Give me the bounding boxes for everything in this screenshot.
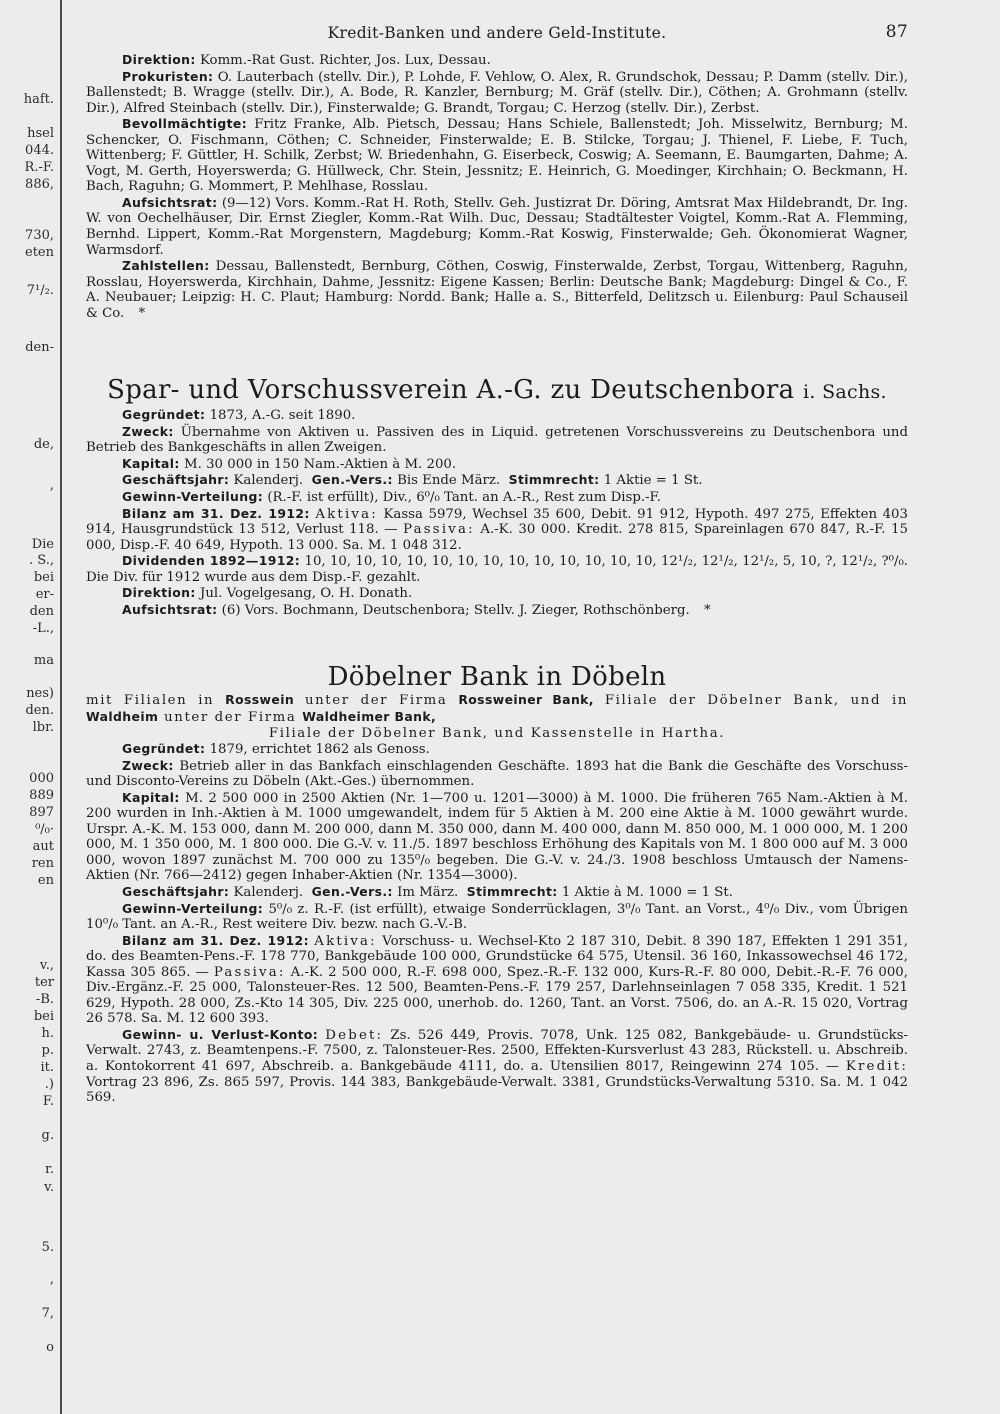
label-gegruendet: Gegründet: xyxy=(122,407,206,423)
label-kredit: Kredit: xyxy=(845,1058,909,1074)
text-debet: Zs. 526 449, Provis. 7078, Unk. 125 082, Bankgebäude- u. Grundstücks-Verwalt. 2743, z. Beamtenpens.-F. 7500, z. Talonsteuer-Res. 2500, Effekten-Kursverlust 43 283, Rückstell. u. Abschreib. a. Kontokorrent 41 697, Abschreib. a. Bankgebäude 4111, do. a. Utensilien 8017, Reingewinn 274 105. — xyxy=(86,1027,909,1074)
margin-fragment: den. xyxy=(25,703,54,718)
margin-fragment: Die xyxy=(31,537,54,552)
text-prokuristen: O. Lauterbach (stellv. Dir.), P. Lohde, F. Vehlow, O. Alex, R. Grundschok, Dessau; P. Damm (stellv. Dir.), Ballenstedt; B. Wragge (stellv. Dir.), A. Bode, R. Kanzler, Bernburg; M. Gräf (stellv. Dir.), Cöthen; A. Grohmann (stellv. Dir.), Alfred Steinbach (stellv. Dir.), Finsterwalde; G. Brandt, Torgau; C. Herzog (stellv. Dir.), Zerbst. xyxy=(86,69,908,116)
margin-fragment: 000 xyxy=(29,771,54,786)
margin-fragment: 889 xyxy=(29,788,54,803)
section-spar-vorschussverein xyxy=(86,375,908,618)
text-bilanz-passiva: A.-K. 2 500 000, R.-F. 698 000, Spez.-R.-F. 132 000, Kurs-R.-F. 80 000, Debit.-R.-F. 76 000, Div.-Ergänz.-F. 25 000, Talonsteuer-Res. 12 500, Beamten-Pens.-F. 179 257, Darlehnseinlagen 7 058 335, Kredit. 1 521 629, Hypoth. 28 000, Zs.-Kto 14 305, Div. 225 000, unerhob. do. 1260, Tant. an Vorst. 7506, do. an A.-R. 15 020, Vortrag 26 578. Sa. M. 12 600 393. xyxy=(86,964,908,1027)
label-gewinn-verteilung: Gewinn-Verteilung: xyxy=(122,900,264,916)
margin-fragment: ren xyxy=(31,856,54,871)
entry-direktion-2 xyxy=(86,585,908,602)
heading-main: Spar- und Vorschussverein A.-G. zu Deutschenbora xyxy=(107,375,795,406)
left-margin-fragments xyxy=(0,0,60,1414)
text-stimmrecht: 1 Aktie à M. 1000 = 1 St. xyxy=(561,884,733,900)
margin-fragment: p. xyxy=(41,1043,54,1058)
margin-fragment: haft. xyxy=(23,92,54,107)
intro-waldheim: Waldheim xyxy=(86,708,159,724)
page-content xyxy=(86,20,908,1106)
margin-fragment: de, xyxy=(33,437,54,452)
label-aufsichtsrat-2: Aufsichtsrat: xyxy=(122,601,218,617)
page-number: 87 xyxy=(885,22,908,42)
entry-zweck xyxy=(86,758,908,790)
label-geschaeftsjahr: Geschäftsjahr: xyxy=(122,472,230,488)
text-aufsichtsrat: (9—12) Vors. Komm.-Rat H. Roth, Stellv. Geh. Justizrat Dr. Döring, Amtsrat Max Hildebrandt, Dr. Ing. W. von Oechelhäuser, Dir. Ernst Ziegler, Komm.-Rat Wilh. Duc, Dessau; Stadtältester Voigtel, Komm.-Rat A. Flemming, Bernhd. Lippert, Komm.-Rat Morgenstern, Magdeburg; Komm.-Rat Koswig, Finsterwalde; Geh. Ökonomierat Wagner, Warmsdorf. xyxy=(86,195,908,258)
label-stimmrecht: Stimmrecht: xyxy=(508,472,600,488)
text-zweck: Betrieb aller in das Bankfach einschlagenden Geschäfte. 1893 hat die Bank die Geschäfte des Vorschuss- und Disconto-Vereins zu Döbeln (Akt.-Ges.) übernommen. xyxy=(86,758,909,790)
intro-text-5: Filiale der Döbelner Bank, und Kassenstelle in Hartha. xyxy=(268,725,726,741)
intro-rosswein: Rosswein xyxy=(225,692,295,708)
entry-gegruendet xyxy=(86,407,908,424)
entry-zahlstellen xyxy=(86,258,908,321)
label-direktion-2: Direktion: xyxy=(122,585,196,601)
text-gegruendet: 1879, errichtet 1862 als Genoss. xyxy=(209,742,430,758)
text-bilanz-aktiva: Vorschuss- u. Wechsel-Kto 2 187 310, Debit. 8 390 187, Effekten 1 291 351, do. des Beamten-Pens.-F. 178 770, Bankgebäude 100 000, Grundstücke 64 575, Utensil. 36 160, Inkassowechsel 46 172, Kassa 305 865. — xyxy=(86,933,908,980)
text-gewinn-verteilung: (R.-F. ist erfüllt), Div., 6⁰/₀ Tant. an A.-R., Rest zum Disp.-F. xyxy=(267,490,661,506)
margin-fragment: nes) xyxy=(26,686,54,701)
label-debet: Debet: xyxy=(325,1027,384,1043)
label-zweck: Zweck: xyxy=(122,423,174,439)
label-direktion: Direktion: xyxy=(122,52,196,67)
text-gewinn-verteilung: 5⁰/₀ z. R.-F. (ist erfüllt), etwaige Sonderrücklagen, 3⁰/₀ Tant. an Vorst., 4⁰/₀ Div., vom Übrigen 10⁰/₀ Tant. an A.-R., Rest weitere Div. bezw. nach G.-V.-B. xyxy=(86,901,908,933)
entry-kapital xyxy=(86,456,908,473)
text-zweck: Übernahme von Aktiven u. Passiven des in Liquid. getretenen Vorschussvereins zu Deutschenbora und Betrieb des Bankgeschäfts in allen Zweigen. xyxy=(86,424,908,456)
entry-geschaeftsjahr xyxy=(86,884,908,901)
text-direktion: Komm.-Rat Gust. Richter, Jos. Lux, Dessau. xyxy=(199,53,491,68)
text-geschaeftsjahr: Kalenderj. xyxy=(233,884,304,900)
text-kapital: M. 30 000 in 150 Nam.-Aktien à M. 200. xyxy=(184,456,457,472)
margin-fragment: bei xyxy=(33,570,54,585)
text-gen-vers: Bis Ende März. xyxy=(397,473,501,489)
margin-fragment: -L., xyxy=(32,621,54,636)
label-geschaeftsjahr: Geschäftsjahr: xyxy=(122,883,230,899)
margin-fragment: , xyxy=(49,478,54,493)
entry-geschaeftsjahr xyxy=(86,472,908,489)
margin-fragment: ⁰/₀· xyxy=(35,822,54,837)
intro-text-1: mit Filialen in xyxy=(86,693,215,709)
margin-fragment: 730, xyxy=(25,228,54,243)
label-aktiva: Aktiva: xyxy=(314,933,377,949)
text-gegruendet: 1873, A.-G. seit 1890. xyxy=(209,408,356,424)
text-zahlstellen: Dessau, Ballenstedt, Bernburg, Cöthen, Coswig, Finsterwalde, Zerbst, Torgau, Wittenberg, Raguhn, Rosslau, Hoyerswerda, Kirchhain, Dahme, Jessnitz: Eigene Kassen; Berlin: Deutsche Bank; Magdeburg: Dingel & Co., F. A. Neubauer; Leipzig: H. C. Plaut; Hamburg: Nordd. Bank; Halle a. S., Bitterfeld, Delitzsch u. Eilenburg: Paul Schauseil & Co. xyxy=(86,259,908,321)
intro-waldheimer-bank: Waldheimer Bank, xyxy=(302,708,437,724)
label-zahlstellen: Zahlstellen: xyxy=(122,258,210,274)
label-prokuristen: Prokuristen: xyxy=(122,68,214,84)
label-kapital: Kapital: xyxy=(122,789,180,805)
margin-fragment: aut xyxy=(32,839,54,854)
text-kredit: Vortrag 23 896, Zs. 865 597, Provis. 144 383, Bankgebäude-Verwalt. 3381, Grundstücks-Verwaltung 5310. Sa. M. 1 042 569. xyxy=(86,1074,908,1106)
label-gewinn-verlust: Gewinn- u. Verlust-Konto: xyxy=(122,1026,319,1042)
label-stimmrecht: Stimmrecht: xyxy=(466,883,558,899)
margin-fragment: g. xyxy=(41,1128,54,1143)
margin-fragment: bei xyxy=(33,1009,54,1024)
margin-fragment: den- xyxy=(25,340,54,355)
entry-bevollmaechtigte xyxy=(86,116,908,195)
heading-suffix: i. Sachs. xyxy=(803,381,887,404)
label-passiva: Passiva: xyxy=(403,522,475,538)
entry-bilanz xyxy=(86,933,908,1027)
margin-fragment: 886, xyxy=(25,177,54,192)
label-dividenden: Dividenden 1892—1912: xyxy=(122,553,301,569)
label-kapital: Kapital: xyxy=(122,455,180,471)
label-gen-vers: Gen.-Vers.: xyxy=(311,472,393,488)
margin-fragment: . S., xyxy=(29,553,54,568)
entry-gewinn-verteilung xyxy=(86,901,908,933)
entry-gewinn-verlust xyxy=(86,1027,908,1106)
entry-intro xyxy=(86,692,908,725)
entry-prokuristen xyxy=(86,69,908,117)
label-gen-vers: Gen.-Vers.: xyxy=(311,883,393,899)
page-title: Kredit-Banken und andere Geld-Institute. xyxy=(327,24,667,42)
entry-gewinn-verteilung xyxy=(86,489,908,506)
entry-kapital xyxy=(86,790,908,884)
end-asterisk: * xyxy=(703,602,711,618)
margin-fragment: er- xyxy=(35,587,54,602)
margin-fragment: lbr. xyxy=(32,720,54,735)
margin-fragment: 044. xyxy=(25,143,54,158)
entry-dividenden xyxy=(86,553,908,585)
margin-fragment: v. xyxy=(44,1180,54,1195)
label-passiva: Passiva: xyxy=(213,964,286,980)
section-previous-bank xyxy=(86,52,908,321)
entry-aufsichtsrat xyxy=(86,195,908,258)
section-heading: Döbelner Bank in Döbeln xyxy=(327,662,667,693)
running-head xyxy=(86,20,908,52)
section-heading xyxy=(86,375,908,407)
text-gen-vers: Im März. xyxy=(397,884,459,900)
margin-fragment: v., xyxy=(39,958,54,973)
section-doebelner-bank xyxy=(86,662,908,1105)
text-stimmrecht: 1 Aktie = 1 St. xyxy=(603,473,703,489)
margin-fragment: .) xyxy=(44,1077,54,1092)
margin-fragment: 7, xyxy=(41,1306,54,1321)
text-bilanz-passiva: A.-K. 30 000. Kredit. 278 815, Spareinlagen 670 847, R.-F. 15 000, Disp.-F. 40 649, Hypoth. 13 000. Sa. M. 1 048 312. xyxy=(86,522,908,553)
label-aktiva: Aktiva: xyxy=(315,506,378,522)
text-geschaeftsjahr: Kalenderj. xyxy=(233,473,304,489)
entry-bilanz xyxy=(86,506,908,554)
margin-fragment: r. xyxy=(45,1162,54,1177)
entry-aufsichtsrat-2 xyxy=(86,602,908,619)
label-zweck: Zweck: xyxy=(122,757,174,773)
end-asterisk: * xyxy=(138,305,146,321)
margin-fragment: R.-F. xyxy=(24,160,54,175)
margin-fragment: 7¹/₂. xyxy=(26,283,54,298)
entry-gegruendet xyxy=(86,741,908,758)
margin-fragment: en xyxy=(37,873,54,888)
label-bilanz: Bilanz am 31. Dez. 1912: xyxy=(122,505,310,521)
intro-text-3: Filiale der Döbelner Bank, und in xyxy=(604,693,909,709)
margin-fragment: 897 xyxy=(29,805,54,820)
margin-fragment: eten xyxy=(25,245,54,260)
margin-fragment: ma xyxy=(33,653,54,668)
margin-fragment: ter xyxy=(34,975,54,990)
label-gewinn-verteilung: Gewinn-Verteilung: xyxy=(122,489,264,505)
text-bevollmaechtigte: Fritz Franke, Alb. Pietsch, Dessau; Hans Schiele, Ballenstedt; Joh. Misselwitz, Bernburg; M. Schencker, O. Fischmann, Cöthen; C. Schneider, Finsterwalde; E. B. Stilcke, Torgau; J. Thienel, F. Liebe, F. Tuch, Wittenberg; F. Güttler, H. Schilk, Zerbst; W. Briedenhahn, G. Eiserbeck, Coswig; A. Seemann, E. Baumgarten, Dahme; A. Vogt, M. Gerth, Hoyerswerda; G. Hüllweck, Chr. Stein, Jessnitz; E. Heinrich, G. Moedinger, Kirchhain; O. Beckmann, H. Bach, Raguhn; G. Mommert, P. Mehlhase, Rosslau. xyxy=(86,117,908,195)
margin-fragment: it. xyxy=(40,1060,54,1075)
margin-fragment: hsel xyxy=(27,126,54,141)
label-bilanz: Bilanz am 31. Dez. 1912: xyxy=(122,932,309,948)
intro-text-2: unter der Firma xyxy=(304,693,448,709)
margin-fragment: o xyxy=(46,1340,54,1355)
margin-fragment: F. xyxy=(42,1094,54,1109)
margin-fragment: , xyxy=(49,1272,54,1287)
label-bevollmaechtigte: Bevollmächtigte: xyxy=(122,116,248,132)
text-bilanz-aktiva: Kassa 5979, Wechsel 35 600, Debit. 91 912, Hypoth. 497 275, Effekten 403 914, Hausgrundstück 13 512, Verlust 118. — xyxy=(86,506,908,538)
text-direktion-2: Jul. Vogelgesang, O. H. Donath. xyxy=(199,586,413,602)
text-dividenden: 10, 10, 10, 10, 10, 10, 10, 10, 10, 10, 10, 10, 10, 10, 12¹/₂, 12¹/₂, 12¹/₂, 5, 10, ?, 12¹/₂, ?⁰/₀. Die Div. für 1912 wurde aus dem Disp.-F. gezahlt. xyxy=(86,554,908,585)
margin-fragment: 5. xyxy=(41,1240,54,1255)
intro-rossweiner-bank: Rossweiner Bank, xyxy=(458,692,594,708)
label-gegruendet: Gegründet: xyxy=(122,741,206,757)
label-aufsichtsrat: Aufsichtsrat: xyxy=(122,194,218,210)
margin-fragment: h. xyxy=(41,1026,54,1041)
text-kapital: M. 2 500 000 in 2500 Aktien (Nr. 1—700 u. 1201—3000) à M. 1000. Die früheren 765 Nam.-Aktien à M. 200 wurden in Inh.-Aktien à M. 1000 umgewandelt, indem für 5 Aktien à M. 200 eine Aktie à M. 1000 gewährt wurde. Urspr. A.-K. M. 153 000, dann M. 200 000, dann M. 350 000, dann M. 400 000, dann M. 850 000, M. 1 000 000, M. 1 200 000, M. 1 350 000, M. 1 800 000. Die G.-V. v. 11./5. 1897 beschloss Erhöhung des Kapitals von M. 1 800 000 auf M. 3 000 000, wovon 1897 zunächst M. 700 000 zu 135⁰/₀ begeben. Die G.-V. v. 24./3. 1908 beschloss Umtausch der Namens-Aktien (Nr. 766—2412) gegen Inhaber-Aktien (Nr. 1354—3000). xyxy=(86,790,908,884)
page-gutter-line xyxy=(60,0,62,1414)
margin-fragment: den xyxy=(29,604,54,619)
entry-zweck xyxy=(86,424,908,456)
text-aufsichtsrat-2: (6) Vors. Bochmann, Deutschenbora; Stellv. J. Zieger, Rothschönberg. xyxy=(221,602,690,618)
intro-text-4: unter der Firma xyxy=(164,709,297,725)
margin-fragment: -B. xyxy=(35,992,54,1007)
entry-direktion xyxy=(86,52,908,69)
